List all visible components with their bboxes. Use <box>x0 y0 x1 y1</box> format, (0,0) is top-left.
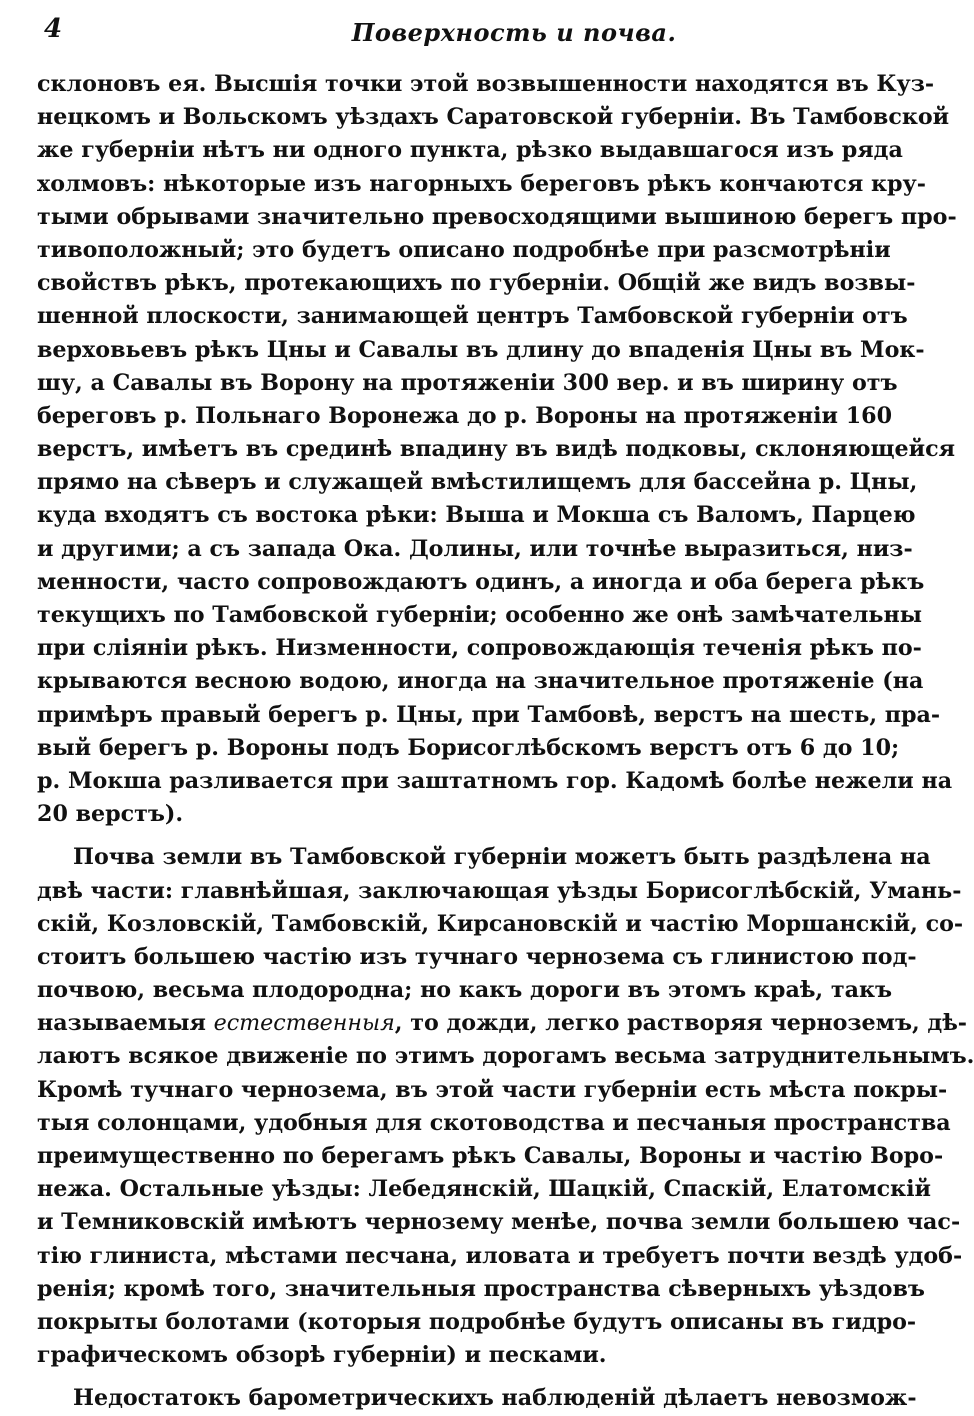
text-line: почвою, весьма плодородна; но какъ дороги въ этомъ краѣ, такъ <box>37 977 893 1004</box>
body-text <box>37 68 974 1416</box>
page-number: 4 <box>44 14 63 44</box>
text-line: ренія; кромѣ того, значительныя пространства сѣверныхъ уѣздовъ <box>37 1275 925 1302</box>
italic-term: естественныя <box>213 1010 395 1037</box>
text-line: 20 верстъ). <box>37 801 184 828</box>
text-line: вый берегъ р. Вороны подъ Борисоглѣбскомъ верстъ отъ 6 до 10; <box>37 734 900 761</box>
text-line: лаютъ всякое движеніе по этимъ дорогамъ весьма затруднительнымъ. <box>37 1043 974 1070</box>
text-line: куда входятъ съ востока рѣки: Выша и Мокша съ Валомъ, Парцею <box>37 502 916 529</box>
text-line: менности, часто сопровождаютъ одинъ, а иногда и оба берега рѣкъ <box>37 568 925 595</box>
page-header <box>44 14 864 50</box>
text-line: береговъ р. Польнаго Воронежа до р. Вороны на протяженіи 160 <box>37 402 893 429</box>
text-line: р. Мокша разливается при заштатномъ гор. Кадомѣ болѣе нежели на <box>37 767 953 794</box>
text-line: же губерніи нѣтъ ни одного пункта, рѣзко выдавшагося изъ ряда <box>37 137 903 164</box>
text-line: нецкомъ и Вольскомъ уѣздахъ Саратовской губерніи. Въ Тамбовской <box>37 104 950 131</box>
text-line: крываются весною водою, иногда на значительное протяженіе (на <box>37 668 924 695</box>
text-line: стоитъ большею частію изъ тучнаго чернозема съ глинистою под- <box>37 943 917 970</box>
text-line: скій, Козловскій, Тамбовскій, Кирсановскій и частію Моршанскій, со- <box>37 910 964 937</box>
text-line: Почва земли въ Тамбовской губерніи можетъ быть раздѣлена на <box>73 844 931 871</box>
text-line: Недостатокъ барометрическихъ наблюденій дѣлаетъ невозмож- <box>73 1385 917 1412</box>
paragraph <box>37 841 974 1372</box>
paragraph-gap <box>37 1372 863 1382</box>
paragraph <box>37 1382 917 1415</box>
text-line: при сліяніи рѣкъ. Низменности, сопровождающія теченія рѣкъ по- <box>37 635 922 662</box>
text-line: покрыты болотами (которыя подробнѣе будутъ описаны въ гидро- <box>37 1308 917 1335</box>
text-line: примѣръ правый берегъ р. Цны, при Тамбовѣ, верстъ на шесть, пра- <box>37 701 941 728</box>
text-line: нежа. Остальные уѣзды: Лебедянскій, Шацкій, Спаскій, Елатомскій <box>37 1176 931 1203</box>
text-line: шу, а Савалы въ Ворону на протяженіи 300 вер. и въ ширину отъ <box>37 369 898 396</box>
text-line: называемыя естественныя, то дожди, легко растворяя черноземъ, дѣ- <box>37 1010 968 1037</box>
text-line: и другими; а съ запада Ока. Долины, или точнѣе выразиться, низ- <box>37 535 913 562</box>
paragraph-gap <box>37 831 863 841</box>
text-line: и Темниковскій имѣютъ чернозему менѣе, почва земли большею час- <box>37 1209 961 1236</box>
text-line: текущихъ по Тамбовской губерніи; особенно же онѣ замѣчательны <box>37 602 922 628</box>
text-line: двѣ части: главнѣйшая, заключающая уѣзды Борисоглѣбскій, Умань- <box>37 877 962 904</box>
text-line: холмовъ: нѣкоторые изъ нагорныхъ береговъ рѣкъ кончаются кру- <box>37 170 926 197</box>
text-line: склоновъ ея. Высшія точки этой возвышенности находятся въ Куз- <box>37 71 935 97</box>
text-line: прямо на сѣверъ и служащей вмѣстилищемъ для бассейна р. Цны, <box>37 469 918 496</box>
paragraph <box>37 68 957 831</box>
text-line: шенной плоскости, занимающей центръ Тамбовской губерніи отъ <box>37 303 908 330</box>
text-line: тивоположный; это будетъ описано подробнѣе при разсмотрѣніи <box>37 236 891 263</box>
text-line: Кромѣ тучнаго чернозема, въ этой части губерніи есть мѣста покры- <box>37 1076 948 1103</box>
text-line: верховьевъ рѣкъ Цны и Савалы въ длину до впаденія Цны въ Мок- <box>37 336 925 363</box>
text-line: тыя солонцами, удобныя для скотоводства и песчаныя пространства <box>37 1109 951 1136</box>
text-line: преимущественно по берегамъ рѣкъ Савалы, Вороны и частію Воро- <box>37 1143 944 1169</box>
text-line: тыми обрывами значительно превосходящими вышиною берегъ про- <box>37 203 957 230</box>
text-line: верстъ, имѣетъ въ срединѣ впадину въ видѣ подковы, склоняющейся <box>37 436 956 463</box>
text-line: графическомъ обзорѣ губерніи) и песками. <box>37 1342 607 1369</box>
running-head: Поверхность и почва. <box>351 18 677 47</box>
text-line: свойствъ рѣкъ, протекающихъ по губерніи. Общій же видъ возвы- <box>37 270 916 297</box>
text-line: тію глиниста, мѣстами песчана, иловата и требуетъ почти вездѣ удоб- <box>37 1242 963 1269</box>
